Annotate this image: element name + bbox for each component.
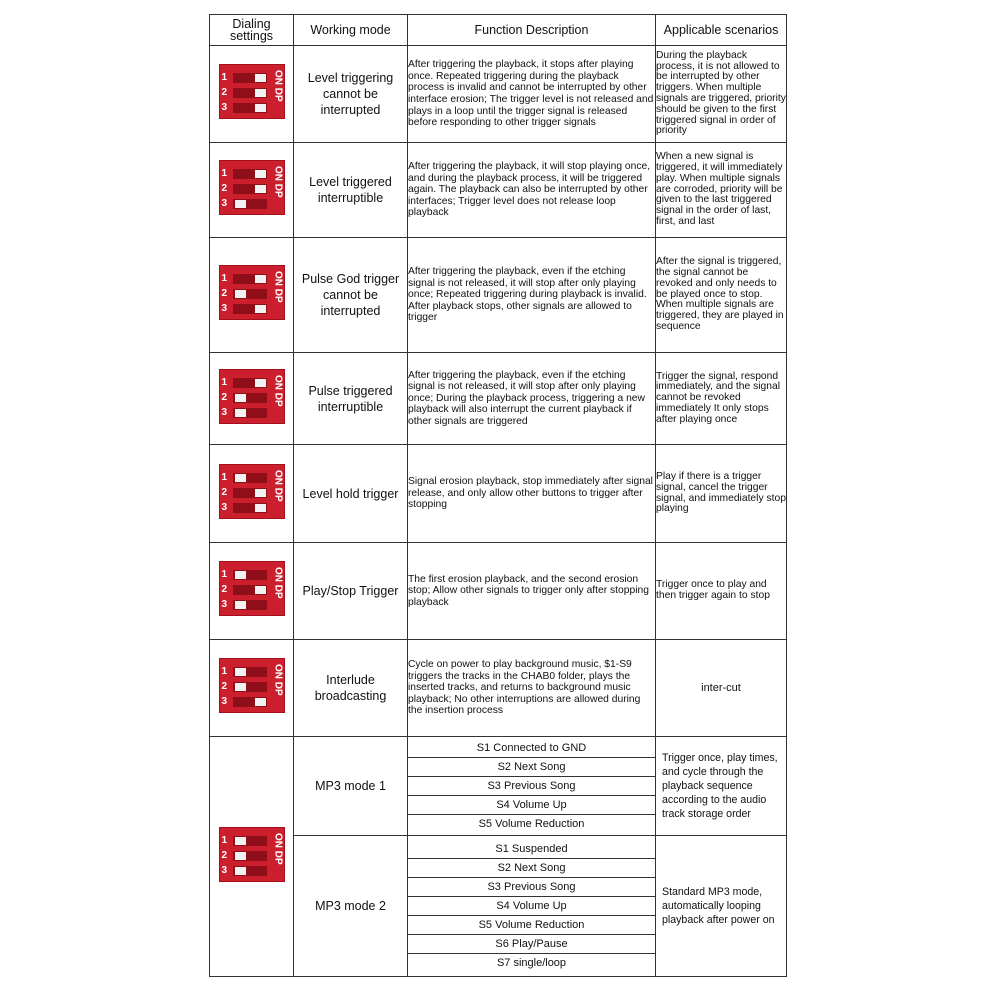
switch-slot [233,199,267,209]
switch-number-label: 2 [221,584,228,595]
switch-slot [233,378,267,388]
switch-slot [233,600,267,610]
on-dp-label: ON DP [272,166,284,198]
switch-number-label: 2 [221,681,228,692]
switch-slot [233,697,267,707]
switch-number-label: 3 [221,599,228,610]
working-mode: Level hold trigger [294,445,408,543]
working-mode: Pulse triggered interruptible [294,353,408,445]
table-row [210,445,787,543]
switch-slot [233,488,267,498]
switch-knob-on [255,104,266,112]
working-mode: Pulse God trigger cannot be interrupted [294,238,408,353]
working-mode: Interlude broadcasting [294,640,408,737]
applicable-scenario: During the playback process, it is not allowed to be interrupted by other triggers. When multiple signals are triggered, priority should be given to the first triggered signal in order of priority [656,46,787,143]
switch-number-label: 2 [221,391,228,403]
on-dp-label: ON DP [272,567,284,599]
applicable-scenario: After the signal is triggered, the signal cannot be revoked and only needs to be played once to stop. When multiple signals are triggered, they are played in sequence [656,238,787,353]
function-list [408,836,656,977]
switch-slot [233,169,267,179]
function-description: After triggering the playback, even if the etching signal is not released, it will stop after only playing once; During the playback process, triggering a new playback will also interrupt the current playback if other signals are triggered [408,353,656,445]
table-row [210,143,787,238]
working-mode: Level triggering cannot be interrupted [294,46,408,143]
switch-knob-off [235,668,246,676]
table-row [210,353,787,445]
switch-number-label: 1 [221,834,228,846]
switch-number-label: 2 [221,486,228,498]
switch-knob-on [255,504,266,512]
table-row [210,238,787,353]
switch-knob-on [255,586,266,594]
working-mode: MP3 mode 2 [294,836,408,977]
switch-number-label: 3 [221,102,228,113]
header-dialing-settings: Dialing settings [210,15,294,46]
switch-number-label: 2 [221,288,228,299]
function-description: Cycle on power to play background music, $1-S9 triggers the tracks in the CHAB0 folder, plays the inserted tracks, and returns to background music playback; No other interruptions are allowed during the insertion process [408,640,656,737]
function-description: The first erosion playback, and the second erosion stop; Allow other signals to trigger only after stopping playback [408,543,656,640]
switch-slot [233,393,267,403]
dip-switch-icon [219,827,285,882]
switch-knob-on [255,185,266,193]
switch-slot [233,503,267,513]
table-row [210,46,787,143]
dip-switch-cell [210,543,294,640]
on-dp-label: ON DP [272,70,284,102]
list-item: S2 Next Song [408,758,655,777]
switch-knob-on [255,305,266,313]
switch-slot [233,408,267,418]
switch-number-label: 2 [221,849,228,861]
switch-number-label: 3 [221,864,228,876]
switch-knob-off [235,474,246,482]
dip-switch-icon [219,561,285,616]
on-dp-label: ON DP [272,832,284,865]
switch-slot [233,570,267,580]
switch-knob-on [255,379,266,387]
switch-number-label: 3 [221,303,228,314]
applicable-scenario: Trigger once, play times, and cycle through the playback sequence according to the audio track storage order [656,737,787,836]
switch-knob-on [255,89,266,97]
switch-knob-on [255,275,266,283]
dip-switch-cell [210,238,294,353]
list-item: S4 Volume Up [408,796,655,815]
switch-knob-off [235,394,246,402]
switch-slot [233,585,267,595]
header-row [210,15,787,46]
list-item: S1 Suspended [408,840,655,859]
working-mode: MP3 mode 1 [294,737,408,836]
list-item: S4 Volume Up [408,897,655,916]
on-dp-label: ON DP [272,271,284,303]
function-description: Signal erosion playback, stop immediately after signal release, and only allow other buttons to trigger after stopping [408,445,656,543]
working-mode: Play/Stop Trigger [294,543,408,640]
switch-number-label: 3 [221,406,228,418]
switch-slot [233,184,267,194]
switch-number-label: 2 [221,183,228,194]
dip-switch-icon [219,160,285,215]
switch-number-label: 1 [221,471,228,483]
switch-knob-off [235,837,246,845]
switch-knob-off [235,571,246,579]
dip-switch-cell [210,46,294,143]
function-list [408,737,656,836]
dip-switch-icon [219,658,285,713]
switch-number-label: 1 [221,569,228,580]
function-description: After triggering the playback, it will stop playing once, and during the playback process, it will be triggered again. The playback can also be interrupted by other interfaces; Trigger level does not release loop playback [408,143,656,238]
table-row [210,543,787,640]
table-row-mp3-mode-2 [210,836,787,977]
function-description: After triggering the playback, it stops after playing once. Repeated triggering during the playback process is invalid and cannot be interrupted by other interface erosion; The trigger level is not released and plays in a loop until the trigger signal is released before responding to other trigger signals [408,46,656,143]
switch-knob-on [255,698,266,706]
list-item: S5 Volume Reduction [408,916,655,935]
switch-number-label: 1 [221,72,228,83]
dip-switch-cell [210,640,294,737]
dip-switch-icon [219,464,285,519]
switch-number-label: 1 [221,376,228,388]
dip-switch-cell [210,737,294,977]
switch-knob-off [235,200,246,208]
switch-slot [233,88,267,98]
list-item: S3 Previous Song [408,878,655,897]
list-item: S3 Previous Song [408,777,655,796]
switch-knob-off [235,601,246,609]
working-mode-table [209,14,787,977]
switch-knob-on [255,170,266,178]
switch-slot [233,73,267,83]
applicable-scenario: inter-cut [656,640,787,737]
switch-slot [233,103,267,113]
table-row [210,640,787,737]
header-working-mode: Working mode [294,15,408,46]
switch-slot [233,851,267,861]
applicable-scenario: Trigger once to play and then trigger again to stop [656,543,787,640]
switch-slot [233,304,267,314]
header-function-description: Function Description [408,15,656,46]
dip-switch-icon [219,369,285,424]
switch-knob-on [255,74,266,82]
on-dp-label: ON DP [272,469,284,502]
switch-knob-off [235,867,246,875]
list-item: S7 single/loop [496,956,567,969]
switch-knob-off [235,683,246,691]
dip-switch-cell [210,353,294,445]
switch-slot [233,473,267,483]
applicable-scenario: When a new signal is triggered, it will immediately play. When multiple signals are corroded, priority will be given to the last triggered signal in the order of last, first, and last [656,143,787,238]
switch-slot [233,682,267,692]
list-item: S6 Play/Pause [408,935,655,954]
switch-number-label: 3 [221,198,228,209]
function-description: After triggering the playback, even if the etching signal is not released, it will stop after only playing once; Repeated triggering during playback is invalid. After playback stops, other signals are allowed to trigger [408,238,656,353]
switch-slot [233,667,267,677]
dip-switch-cell [210,143,294,238]
list-item: S1 Connected to GND [408,739,655,758]
switch-slot [233,289,267,299]
dip-switch-icon [219,64,285,119]
switch-slot [233,836,267,846]
applicable-scenario: Play if there is a trigger signal, cancel the trigger signal, and immediately stop playing [656,445,787,543]
switch-knob-off [235,290,246,298]
switch-number-label: 1 [221,273,228,284]
dip-switch-icon [219,265,285,320]
on-dp-label: ON DP [272,374,284,407]
switch-number-label: 3 [221,501,228,513]
list-item: S5 Volume Reduction [478,817,585,830]
working-mode: Level triggered interruptible [294,143,408,238]
switch-slot [233,866,267,876]
switch-number-label: 1 [221,168,228,179]
switch-knob-off [235,409,246,417]
switch-knob-off [235,852,246,860]
applicable-scenario: Trigger the signal, respond immediately, and the signal cannot be revoked immediately It only stops after playing once [656,353,787,445]
table-row-mp3-mode-1 [210,737,787,836]
switch-number-label: 3 [221,696,228,707]
switch-number-label: 1 [221,666,228,677]
switch-slot [233,274,267,284]
list-item: S2 Next Song [408,859,655,878]
header-applicable-scenarios: Applicable scenarios [656,15,787,46]
dip-switch-cell [210,445,294,543]
applicable-scenario: Standard MP3 mode, automatically looping playback after power on [656,836,787,977]
on-dp-label: ON DP [272,664,284,696]
switch-knob-on [255,489,266,497]
switch-number-label: 2 [221,87,228,98]
